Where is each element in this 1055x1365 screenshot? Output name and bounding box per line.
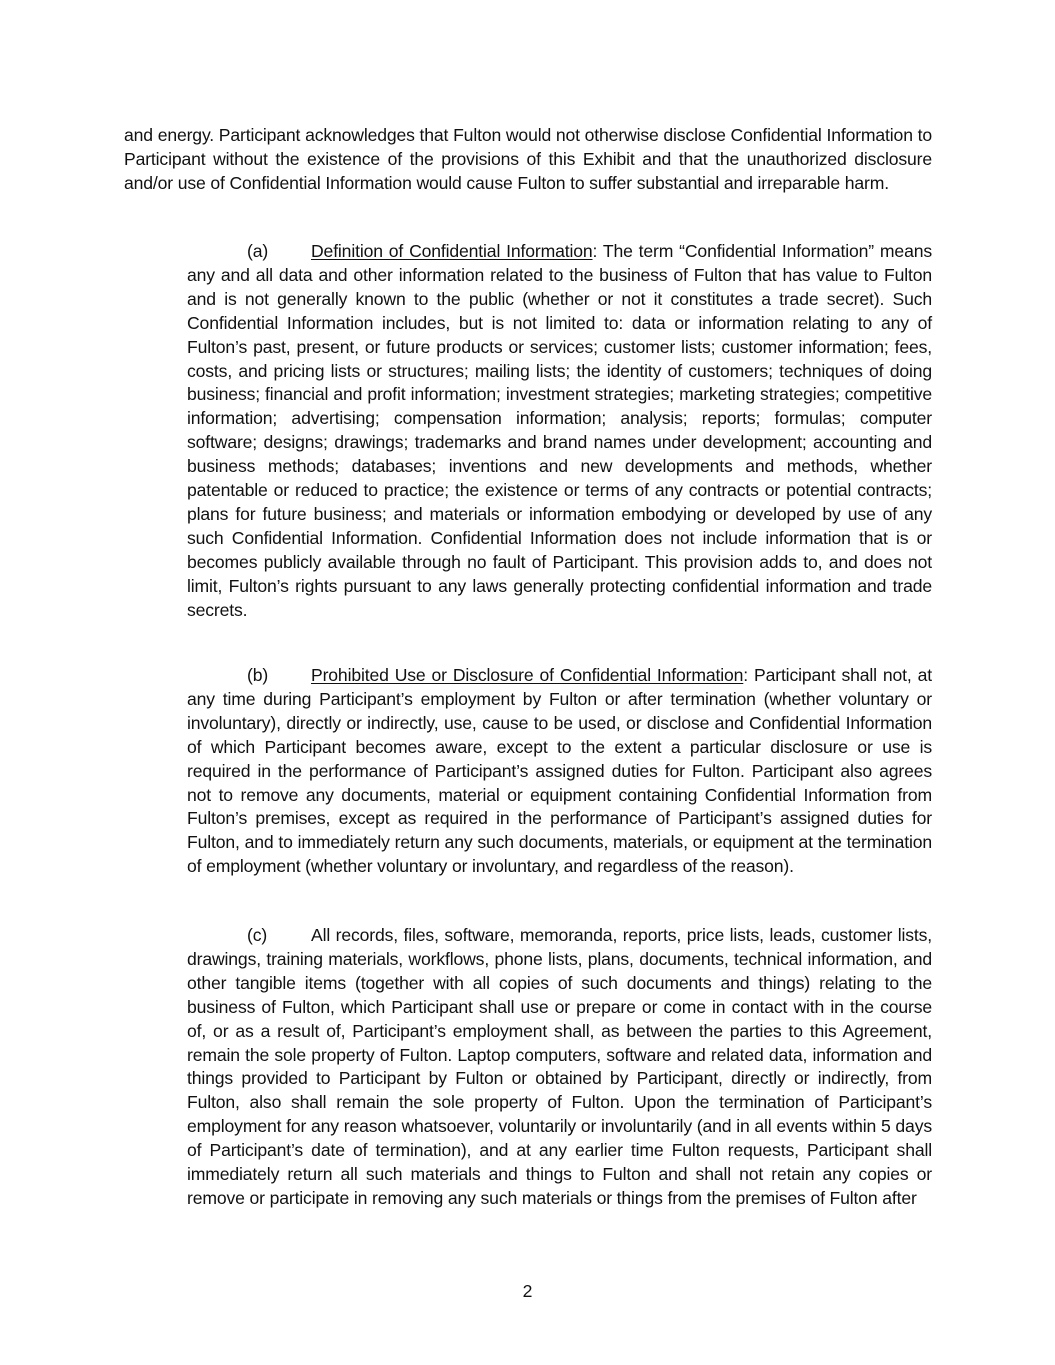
- section-c-marker: (c): [247, 925, 268, 945]
- section-b-paragraph: [187, 664, 932, 879]
- page-number: 2: [522, 1281, 533, 1301]
- section-c-paragraph: [187, 924, 932, 1211]
- section-b-heading: Prohibited Use or Disclosure of Confidential Information: [311, 665, 744, 685]
- section-b-marker: (b): [247, 665, 269, 685]
- intro-paragraph: and energy. Participant acknowledges that Fulton would not otherwise disclose Confidential Information to Participant without the existence of the provisions of this Exhibit and that the unauthorized disclosure and/or use of Confidential Information would cause Fulton to suffer substantial and irreparable harm.: [124, 125, 932, 193]
- section-a-heading: Definition of Confidential Information: [311, 241, 593, 261]
- section-a-body: : The term “Confidential Information” means any and all data and other information related to the business of Fulton that has value to Fulton and is not generally known to the public (whether or not it constitutes a trade secret). Such Confidential Information includes, but is not limited to: data or information relating to any of Fulton’s past, present, or future products or services; customer lists; customer information; fees, costs, and pricing lists or structures; mailing lists; the identity of customers; techniques of doing business; financial and profit information; investment strategies; marketing strategies; competitive information; advertising; compensation information; analysis; reports; formulas; computer software; designs; drawings; trademarks and brand names under development; accounting and business methods; databases; inventions and new developments and methods, whether patentable or reduced to practice; the existence or terms of any contracts or potential contracts; plans for future business; and materials or information embodying or developed by use of any such Confidential Information. Confidential Information does not include information that is or becomes publicly available through no fault of Participant. This provision adds to, and does not limit, Fulton’s rights pursuant to any laws generally protecting confidential information and trade secrets.: [187, 241, 932, 620]
- section-a-paragraph: [187, 240, 932, 623]
- section-c-body: All records, files, software, memoranda, reports, price lists, leads, customer lists, drawings, training materials, workflows, phone lists, plans, documents, technical information, and other tangible items (together with all copies of such documents and things) relating to the business of Fulton, which Participant shall use or prepare or come in contact with in the course of, or as a result of, Participant’s employment shall, as between the parties to this Agreement, remain the sole property of Fulton. Laptop computers, software and related data, information and things provided to Participant by Fulton or obtained by Participant, directly or indirectly, from Fulton, also shall remain the sole property of Fulton. Upon the termination of Participant’s employment for any reason whatsoever, voluntarily or involuntarily (and in all events within 5 days of Participant’s date of termination), and at any earlier time Fulton requests, Participant shall immediately return all such materials and things to Fulton and shall not retain any copies or remove or participate in removing any such materials or things from the premises of Fulton after: [187, 925, 932, 1208]
- section-a-marker: (a): [247, 241, 269, 261]
- section-b-body: : Participant shall not, at any time during Participant’s employment by Fulton or after termination (whether voluntary or involuntary), directly or indirectly, use, cause to be used, or disclose and Confidential Information of which Participant becomes aware, except to the extent a particular disclosure or use is required in the performance of Participant’s assigned duties for Fulton. Participant also agrees not to remove any documents, material or equipment containing Confidential Information from Fulton’s premises, except as required in the performance of Participant’s assigned duties for Fulton, and to immediately return any such documents, materials, or equipment at the termination of employment (whether voluntary or involuntary, and regardless of the reason).: [187, 665, 933, 877]
